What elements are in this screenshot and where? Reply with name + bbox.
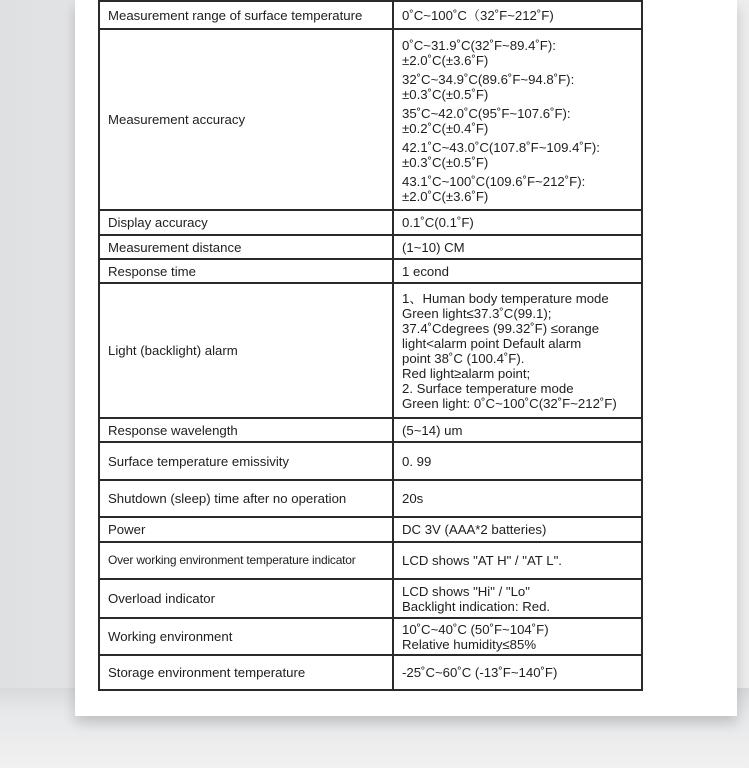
value-line: DC 3V (AAA*2 batteries) [402,522,547,537]
row-value [393,259,642,283]
value-line: Relative humidity≤85% [402,636,537,652]
table-row [99,235,642,259]
value-line: 0.1˚C(0.1˚F) [402,215,474,230]
row-value [393,542,642,579]
value-line: light<alarm point Default alarm [402,335,582,351]
value-line: ±0.3˚C(±0.5˚F) [402,86,489,102]
row-value [393,517,642,542]
row-label: Light (backlight) alarm [99,283,393,418]
value-line: 32˚C~34.9˚C(89.6˚F~94.8˚F): [402,71,575,87]
accuracy-group [402,72,633,102]
value-line: 0. 99 [402,453,432,469]
value-line: LCD shows "Hi" / "Lo" [402,583,530,599]
value-line: ±2.0˚C(±3.6˚F) [402,188,489,204]
table-row [99,618,642,655]
table-row [99,1,642,29]
value-line: 0˚C~31.9˚C(32˚F~89.4˚F): [402,37,556,53]
row-value [393,29,642,210]
value-line: 35˚C~42.0˚C(95˚F~107.6˚F): [402,105,571,121]
row-value [393,418,642,442]
accuracy-group [402,174,633,204]
accuracy-group [402,38,633,68]
row-label: Surface temperature emissivity [99,442,393,480]
row-label: Power [99,517,393,542]
row-label: Over working environment temperature indicator [99,542,393,579]
value-line: 1 econd [402,263,449,279]
value-line: ±0.3˚C(±0.5˚F) [402,154,489,170]
row-label: Overload indicator [99,579,393,618]
row-label: Storage environment temperature [99,655,393,690]
table-row [99,655,642,690]
table-row [99,442,642,480]
value-line: point 38˚C (100.4˚F). [402,350,525,366]
value-line: 1、Human body temperature mode [402,290,609,306]
row-label: Working environment [99,618,393,655]
value-line: 37.4˚Cdegrees (99.32˚F) ≤orange [402,320,600,336]
row-value [393,480,642,517]
table-row [99,480,642,517]
accuracy-group [402,140,633,170]
row-label: Measurement accuracy [99,29,393,210]
row-label: Measurement distance [99,235,393,259]
table-row [99,579,642,618]
value-line: 43.1˚C~100˚C(109.6˚F~212˚F): [402,173,586,189]
value-line: Red light≥alarm point; [402,365,531,381]
row-label: Response wavelength [99,418,393,442]
table-row [99,29,642,210]
row-value [393,210,642,235]
row-value [393,235,642,259]
row-value [393,283,642,418]
table-row [99,542,642,579]
value-line: LCD shows "AT H" / "AT L". [402,553,562,568]
table-row [99,210,642,235]
table-row [99,259,642,283]
value-line: 20s [402,491,424,506]
value-line: ±2.0˚C(±3.6˚F) [402,52,489,68]
value-line: ±0.2˚C(±0.4˚F) [402,120,489,136]
value-line: (1~10) CM [402,239,465,255]
row-value [393,579,642,618]
value-line: Backlight indication: Red. [402,598,551,614]
value-line: -25˚C~60˚C (-13˚F~140˚F) [402,665,558,680]
value-line: (5~14) um [402,422,463,438]
accuracy-group [402,106,633,136]
row-label: Measurement range of surface temperature [99,1,393,29]
table-row [99,283,642,418]
value-line: 42.1˚C~43.0˚C(107.8˚F~109.4˚F): [402,139,600,155]
row-label: Display accuracy [99,210,393,235]
value-line: 10˚C~40˚C (50˚F~104˚F) [402,621,549,637]
value-line: 2. Surface temperature mode [402,380,574,396]
row-value [393,655,642,690]
row-label: Response time [99,259,393,283]
value-line: 0˚C~100˚C（32˚F~212˚F) [402,7,554,23]
row-value [393,442,642,480]
row-label: Shutdown (sleep) time after no operation [99,480,393,517]
spec-table [98,0,643,691]
table-row [99,517,642,542]
row-value [393,618,642,655]
row-value [393,1,642,29]
table-row [99,418,642,442]
value-line: Green light≤37.3˚C(99.1); [402,305,552,321]
value-line: Green light: 0˚C~100˚C(32˚F~212˚F) [402,395,617,411]
